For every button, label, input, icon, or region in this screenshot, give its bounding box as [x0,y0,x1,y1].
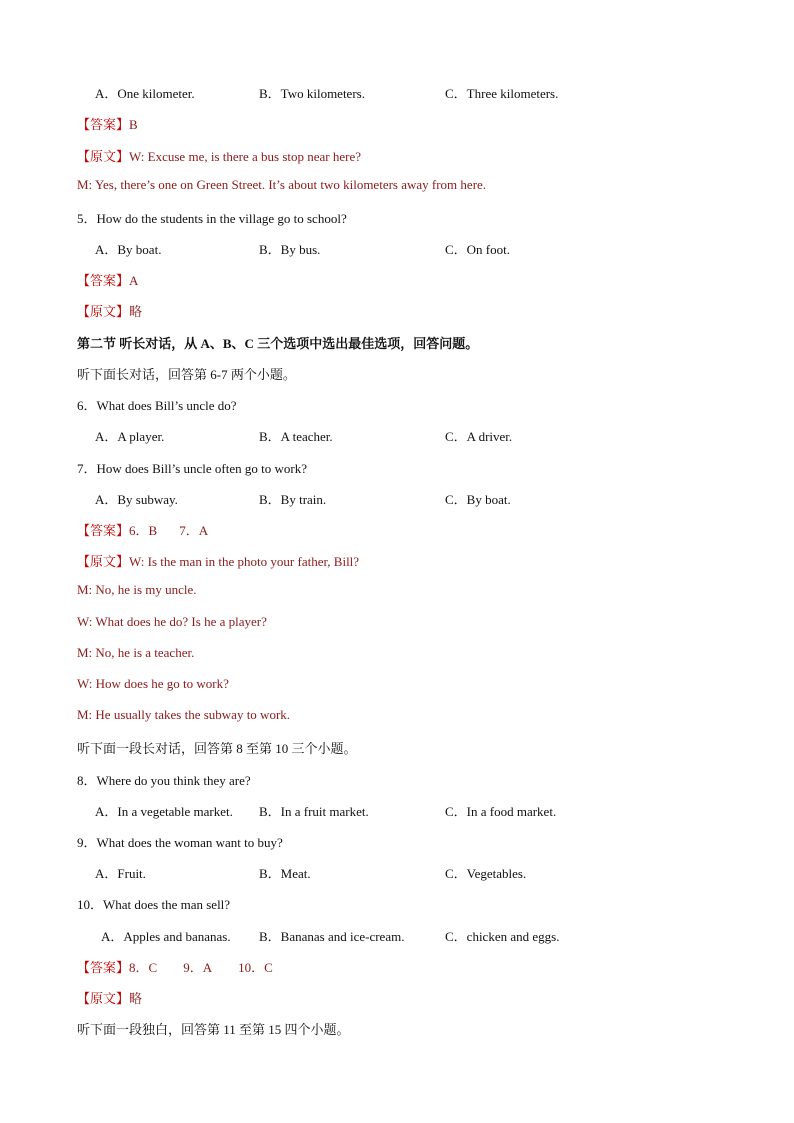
q4-option-a: A．One kilometer. [95,86,195,101]
q810-answer [77,957,273,976]
answer-item: 8．C [129,960,158,975]
transcript-omitted: 略 [129,304,143,319]
q10-question: 10．What does the man sell? [77,897,231,912]
q810-transcript [77,988,142,1007]
q5-option-c: C．On foot. [445,242,511,257]
q4-option-c: C．Three kilometers. [445,86,559,101]
answer-tag: 【答案】 [77,117,130,132]
q5-answer [77,270,138,289]
answer-value: B [129,117,138,132]
answer-item: 9．A [183,960,213,975]
q7-question: 7．How does Bill’s uncle often go to work? [77,461,307,476]
q67-transcript [77,551,359,570]
q9-question: 9．What does the woman want to buy? [77,835,283,850]
q7-option-b: B．By train. [259,492,327,507]
transcript-line: M: Yes, there’s one on Green Street. It’s about two kilometers away from here. [77,177,487,192]
transcript-line: M: No, he is a teacher. [77,645,195,660]
q5-option-b: B．By bus. [259,242,321,257]
answer-item: 7．A [179,523,209,538]
section-intro: 听下面一段独白，回答第 11 至第 15 四个小题。 [77,1022,350,1037]
q10-option-b: B．Bananas and ice-cream. [259,929,405,944]
transcript-tag: 【原文】 [77,149,130,164]
transcript-line: W: How does he go to work? [77,676,229,691]
q6-option-a: A．A player. [95,429,165,444]
q6-question: 6．What does Bill’s uncle do? [77,398,237,413]
q8-question: 8．Where do you think they are? [77,773,251,788]
transcript-line: M: He usually takes the subway to work. [77,707,291,722]
q5-question: 5．How do the students in the village go to school? [77,211,347,226]
q8-option-c: C．In a food market. [445,804,557,819]
q4-option-b: B．Two kilometers. [259,86,365,101]
q67-answer [77,520,208,539]
section2-intro: 听下面长对话，回答第 6-7 两个小题。 [77,367,296,382]
q6-option-c: C．A driver. [445,429,513,444]
q5-option-a: A．By boat. [95,242,162,257]
transcript-tag: 【原文】 [77,554,130,569]
transcript-line: W: What does he do? Is he a player? [77,614,267,629]
transcript-tag: 【原文】 [77,304,130,319]
q4-answer [77,114,138,133]
q9-option-c: C．Vegetables. [445,866,527,881]
q9-option-b: B．Meat. [259,866,311,881]
answer-value: A [129,273,139,288]
answer-tag: 【答案】 [77,960,130,975]
answer-tag: 【答案】 [77,273,130,288]
transcript-line: W: Excuse me, is there a bus stop near here? [129,149,361,164]
transcript-tag: 【原文】 [77,991,130,1006]
transcript-line: M: No, he is my uncle. [77,582,197,597]
q9-option-a: A．Fruit. [95,866,146,881]
q10-option-a: A．Apples and bananas. [101,929,231,944]
section2-heading: 第二节 听长对话，从 A、B、C 三个选项中选出最佳选项，回答问题。 [77,336,479,351]
transcript-omitted: 略 [129,991,143,1006]
q6-option-b: B．A teacher. [259,429,333,444]
q8-option-b: B．In a fruit market. [259,804,369,819]
q10-option-c: C．chicken and eggs. [445,929,560,944]
q8-option-a: A．In a vegetable market. [95,804,233,819]
q4-transcript [77,146,361,165]
transcript-line: W: Is the man in the photo your father, Bill? [129,554,360,569]
q7-option-a: A．By subway. [95,492,178,507]
answer-item: 10．C [238,960,273,975]
section-intro: 听下面一段长对话，回答第 8 至第 10 三个小题。 [77,741,357,756]
answer-item: 6．B [129,523,158,538]
q7-option-c: C．By boat. [445,492,511,507]
answer-tag: 【答案】 [77,523,130,538]
q5-transcript [77,301,142,320]
